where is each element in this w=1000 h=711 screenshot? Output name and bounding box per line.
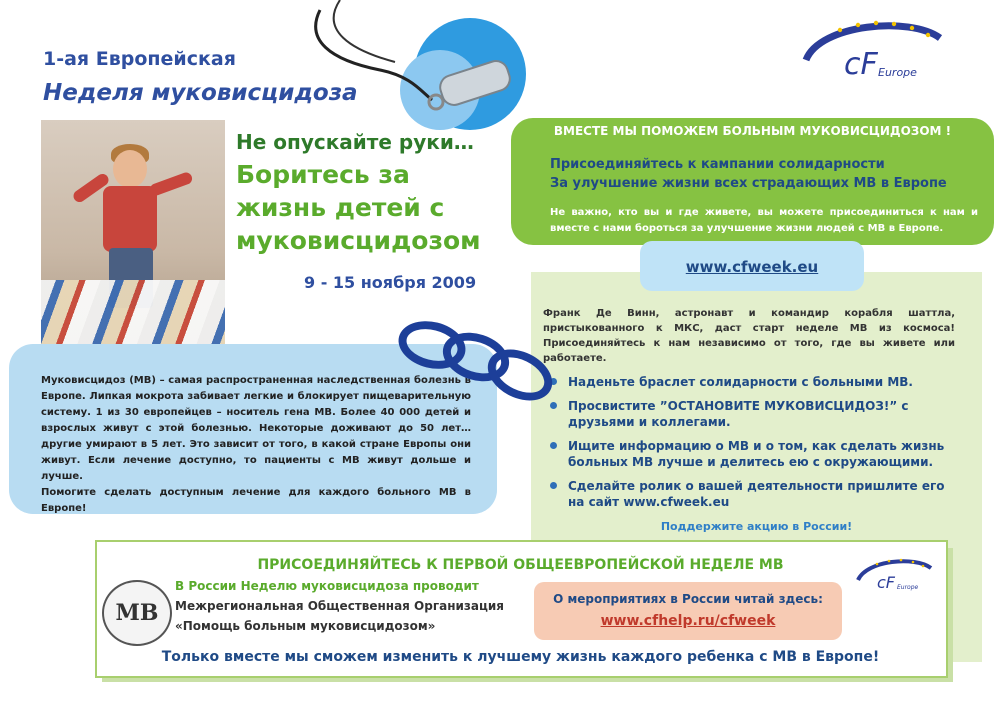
event-dates: 9 - 15 ноября 2009 <box>304 273 477 292</box>
header-line-1: 1-ая Европейская <box>43 48 236 70</box>
bullet-icon <box>550 402 557 409</box>
list-item: Сделайте ролик о вашей деятельности пришлите его на сайт www.cfweek.eu <box>548 478 956 510</box>
green-box-heading: ВМЕСТЕ МЫ ПОМОЖЕМ БОЛЬНЫМ МУКОВИСЦИДОЗОМ ! <box>553 124 952 138</box>
bullet-icon <box>550 482 557 489</box>
bullet-icon <box>550 442 557 449</box>
slogan-line-2: Боритесь за жизнь детей с муковисцидозом <box>236 160 481 255</box>
slogan-line-1: Не опускайте руки… <box>236 130 474 154</box>
org-line-1: В России Неделю муковисцидоза проводит <box>175 579 479 593</box>
mb-organization-logo: МВ <box>102 580 172 646</box>
closing-slogan: Только вместе мы сможем изменить к лучшему жизнь каждого ребенка с МВ в Европе! <box>161 649 880 665</box>
cf-europe-logo <box>800 16 944 82</box>
org-line-2: Межрегиональная Общественная Организация <box>175 599 504 613</box>
list-item: Наденьте браслет солидарности с больными МВ. <box>548 374 956 390</box>
svg-text:cF: cF <box>844 47 878 82</box>
whistle-icon <box>300 0 520 130</box>
russia-info-box <box>534 582 842 640</box>
cf-europe-logo-small <box>855 556 933 592</box>
cf-description: Муковисцидоз (МВ) – самая распространенная наследственная болезнь в Европе. Липкая мокрота забивает легкие и блокирует пищеварительную систему. 1 из 30 европейцев – носитель гена МВ. Более 40 000 детей и взрослых живут с этой болезнью. Некоторые доживают до 50 лет… другие умирают в 5 лет. Это зависит от того, в какой стране Европы они живут. Если лечение доступно, то пациенты с МВ живут дольше и лучше. Помогите сделать доступным лечение для каждого больного МВ в Европе! <box>41 375 471 514</box>
child-photo <box>41 120 225 360</box>
astronaut-text: Франк Де Винн, астронавт и командир корабля шаттла, пристыкованного к МКС, даст старт неделе МВ из космоса! Присоединяйтесь к нам независимо от того, где вы живете или работаете. <box>543 308 955 364</box>
cfhelp-link[interactable]: www.cfhelp.ru/cfweek <box>600 613 776 629</box>
action-list <box>548 374 956 518</box>
svg-text:cF: cF <box>877 573 895 592</box>
list-item: Просвистите ”ОСТАНОВИТЕ МУКОВИСЦИДОЗ!” с друзьями и коллегами. <box>548 398 956 430</box>
svg-text:Europe: Europe <box>878 66 917 79</box>
org-line-3: «Помощь больным муковисцидозом» <box>175 619 436 633</box>
support-russia-text: Поддержите акцию в России! <box>660 520 853 533</box>
russia-info-label: О мероприятиях в России читай здесь: <box>553 592 823 606</box>
header-line-2: Неделя муковисцидоза <box>43 80 358 106</box>
bottom-title: ПРИСОЕДИНЯЙТЕСЬ К ПЕРВОЙ ОБЩЕЕВРОПЕЙСКОЙ НЕДЕЛЕ МВ <box>257 557 784 573</box>
list-item: Ищите информацию о МВ и о том, как сделать жизнь больных МВ лучше и делитесь ею с окружающими. <box>548 438 956 470</box>
green-box-body: Не важно, кто вы и где живете, вы можете присоединиться к нам и вместе с нами бороться за улучшение жизни людей с МВ в Европе. <box>550 207 978 234</box>
green-box-title: Присоединяйтесь к кампании солидарности За улучшение жизни всех страдающих МВ в Европе <box>550 157 947 191</box>
svg-text:Europe: Europe <box>897 584 919 591</box>
cfweek-link[interactable]: www.cfweek.eu <box>685 258 819 276</box>
